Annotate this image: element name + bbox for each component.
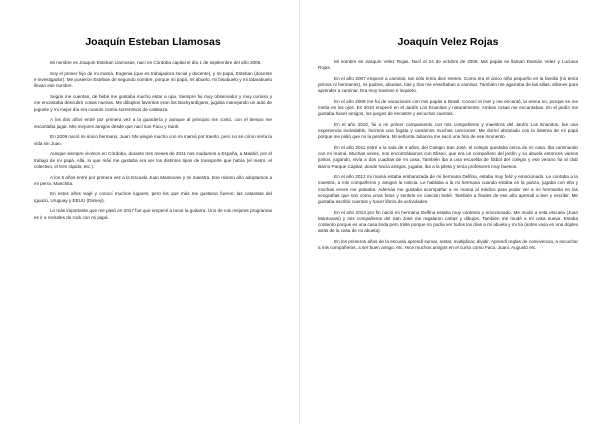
right-paragraph: En los primeros años de la escuela aprendí sumar, restar, multiplicar, dividir. Aprendí reglas de convivencia, a escuchar a mis compañeros, a ser buen amigo, etc. Hice muchos amigos en el curso como Facu, Juani, Augusto etc.	[318, 238, 578, 251]
left-paragraph: Mi nombre es Joaquín Esteban Llamosas, nací en Córdoba capital el día 1 de septiembre del año 2006.	[50, 60, 262, 65]
left-paragraph: Soy el primer hijo de mi mamá, Eugenia (que es trabajadora social y docente), y mi papá, Esteban (docente e investigador). Me pusieron Esteban de segundo nombre, porque mi papá, mi abuelo, mi bisabuelo y mi tatarabuelo llevan ese nombre.	[34, 70, 272, 89]
right-paragraph: En el año 2010, fui a mi primer campamento con mis compañeros y maestros del Jardín Los Enanitos, fue una experiencia inolvidable, hicimos una fogata y cantamos muchas canciones. Me dormí abrazado con la linterna de mi papá porque me pidió que no la perdiera. Mi señorita Julianna me sacó una foto de ese momento.	[318, 121, 578, 140]
right-paragraph: En el año 2013 por fin nació mi hermana Delfina estaba muy contento y emocionado. Me mudé a esta escuela (Juan Mantovani) y mis compañeros del San José me regalaron cartas y dibujos. También me mudé a mi casa nueva. Estaba contento porque es una casa linda pero triste porque no podía ver todos los días a mi abuela y mi tía (antes vivía en una dúplex atrás de la casa de mi abuela).	[318, 209, 578, 234]
left-paragraph: A los dos años entré por primera vez a la guardería y aunque al principio me costó, con el tiempo me encantaba jugar. Mis mejores amigos desde que nací son Facu y Santi.	[34, 117, 272, 129]
right-page-title: Joaquín Velez Rojas	[397, 36, 499, 48]
left-page-title: Joaquín Esteban Llamosas	[85, 36, 221, 48]
right-paragraph: En el año 2009 me fui de vacaciones con mis papás a Brasil. Conocí el mar y me encantó, la arena no, porque se me metía en los ojos. En 2010 empecé en el Jardín Los Enanitos y naturalmente. Ambas cosas me encantaban. En el jardín me gustaba hacer amigos, los juegos de encastre y escuchar cuentos.	[318, 98, 578, 117]
right-paragraph: Mi nombre es Joaquín Velez Rojas. Nací el 24 de octubre de 2006. Mis papás se llaman Damián Velez y Luciana Rojas.	[318, 59, 578, 71]
right-paragraph: En el año 2011 entré a la sala de 4 años, del Colegio San José, el colegio quedaba cerca de mi casa. Iba caminando con mi mamá. Muchas veces, nos encontrábamos con Eliseo, que era un compañero del jardín y su abuela entonces vamos juntos, jugando, vivía a dos cuadras de mi casa. También iba a una escuelita de fútbol del colegio y ese verano fui al club Barrio Parque Capital, donde hacía amigos, jugaba, iba a la pileta y tenía profesores muy buenos.	[318, 144, 578, 169]
left-paragraph: Aunque siempre vivimos en Córdoba, durante tres meses de 2011 nos mudamos a España, a Madrid, por el trabajo de mi papá. Allá, lo que más me gustaba era ver los distintos tipos de transporte que había (el metro, el colectivo, el tren rápido, etc.).	[34, 151, 272, 169]
right-page	[300, 0, 600, 424]
right-paragraph: En el año 2007 empecé a caminar, tan sólo tenía diez meses. Como era el único niño pequeño en la familia (no tenía primos ni hermanos), mi padres, abuelas, tías y tíos me enseñaban a caminar. También me agarraba de las sillas, sillones para aprender a caminar. Era muy travieso e inquieto.	[318, 75, 578, 94]
left-paragraph: En estos años viajé y conocí muchos lugares, pero los que más me gustaron fueron: las cataratas del Iguazú, Uruguay y EEUU (Disney).	[34, 191, 272, 203]
left-paragraph: Lo más importante que me pasó en 2017 fue que empecé a tocar la guitarra. Uno de mis mejores programas es ir a recitales de rock con mi papá.	[34, 208, 272, 220]
left-paragraph: A los 5 años entré por primera vez a la Escuela Juan Mantovani y mi maestra. Ese mismo año adoptamos a mi perra, Manchita.	[34, 174, 272, 186]
left-paragraph: Según me cuentan, de bebé me gustaba mucho estar a upa. Siempre fui muy observador y muy curioso y me encantaba descubrir cosas nuevas. Me dibujitos favoritos eran los Backyardigans, jugaba manejando un auto de juguete y mi mejor día era cuando comía sorrentinos de calabaza.	[34, 93, 272, 112]
right-paragraph: En el año 2012 mi mamá estaba embarazada de mi hermana Delfina, estaba muy feliz y emocionado. Le contaba a la maestra, a mis compañeros y amigos la noticia. Le hablaba a la mi hermana cuando estaba en la panza, jugaba con ella y muchas veces me pateaba. Además me gustaba acompañar a mi mamá al médico para poder ver a mi hermanita en las ecografías que son como unas fotos y sentirle en canción bebé. También a finales de ese año aprendí a leer y escribir. Me gustaba escribir cuentos y hacer libros de actividades.	[318, 173, 578, 205]
left-paragraph: En 2009 nació mi único hermano, Juan. Me alegré mucho con mi mamá por traerlo, pero no sé cómo sería la vida sin Juan.	[34, 134, 272, 146]
